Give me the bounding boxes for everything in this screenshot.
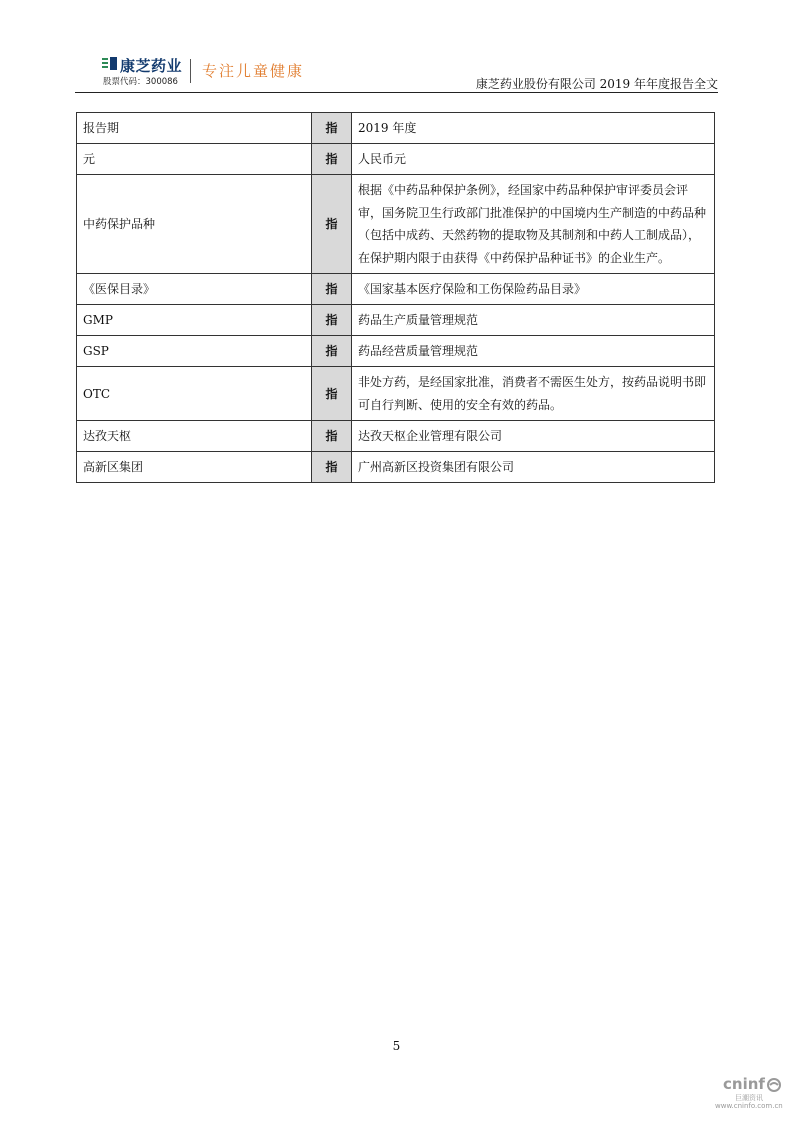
refers-to-cell: 指 [312,305,352,336]
refers-to-cell: 指 [312,144,352,175]
refers-to-cell: 指 [312,336,352,367]
term-cell: 元 [77,144,312,175]
watermark-url: www.cninfo.com.cn [715,1102,783,1110]
table-row [77,421,715,452]
logo-mark-icon [102,57,118,71]
definition-cell: 药品经营质量管理规范 [352,336,715,367]
definition-cell: 《国家基本医疗保险和工伤保险药品目录》 [352,274,715,305]
glossary-body [77,113,715,483]
page-header [100,55,718,91]
stock-code: 股票代码：300086 [103,77,178,87]
term-cell: 《医保目录》 [77,274,312,305]
table-row [77,144,715,175]
term-cell: 中药保护品种 [77,175,312,274]
watermark-sub: 巨潮资讯 [735,1094,763,1102]
refers-to-cell: 指 [312,421,352,452]
table-row [77,274,715,305]
term-cell: GMP [77,305,312,336]
definition-cell: 药品生产质量管理规范 [352,305,715,336]
cninfo-swirl-icon [767,1078,781,1092]
refers-to-cell: 指 [312,113,352,144]
definition-cell: 2019 年度 [352,113,715,144]
definition-cell: 非处方药，是经国家批准，消费者不需医生处方，按药品说明书即可自行判断、使用的安全有效的药品。 [352,367,715,421]
logo-divider [190,59,191,83]
definition-cell: 根据《中药品种保护条例》，经国家中药品种保护审评委员会评审，国务院卫生行政部门批准保护的中国境内生产制造的中药品种（包括中成药、天然药物的提取物及其制剂和中药人工制成品），在保护期内限于由获得《中药保护品种证书》的企业生产。 [352,175,715,274]
company-slogan: 专注儿童健康 [202,62,305,80]
glossary-table [76,112,715,483]
report-title: 康芝药业股份有限公司 2019 年年度报告全文 [475,77,718,91]
term-cell: GSP [77,336,312,367]
term-cell: 报告期 [77,113,312,144]
definition-cell: 广州高新区投资集团有限公司 [352,452,715,483]
definition-cell: 人民币元 [352,144,715,175]
definition-cell: 达孜天枢企业管理有限公司 [352,421,715,452]
table-row [77,113,715,144]
watermark-brand: cninf [723,1075,765,1093]
term-cell: 达孜天枢 [77,421,312,452]
table-row [77,336,715,367]
table-row [77,452,715,483]
refers-to-cell: 指 [312,367,352,421]
header-rule [75,92,718,93]
company-short-name: 康芝药业 [120,57,183,75]
table-row [77,175,715,274]
term-cell: 高新区集团 [77,452,312,483]
refers-to-cell: 指 [312,274,352,305]
refers-to-cell: 指 [312,452,352,483]
term-cell: OTC [77,367,312,421]
refers-to-cell: 指 [312,175,352,274]
page-number: 5 [392,1039,401,1053]
table-row [77,305,715,336]
table-row [77,367,715,421]
cninfo-watermark [715,1075,785,1111]
